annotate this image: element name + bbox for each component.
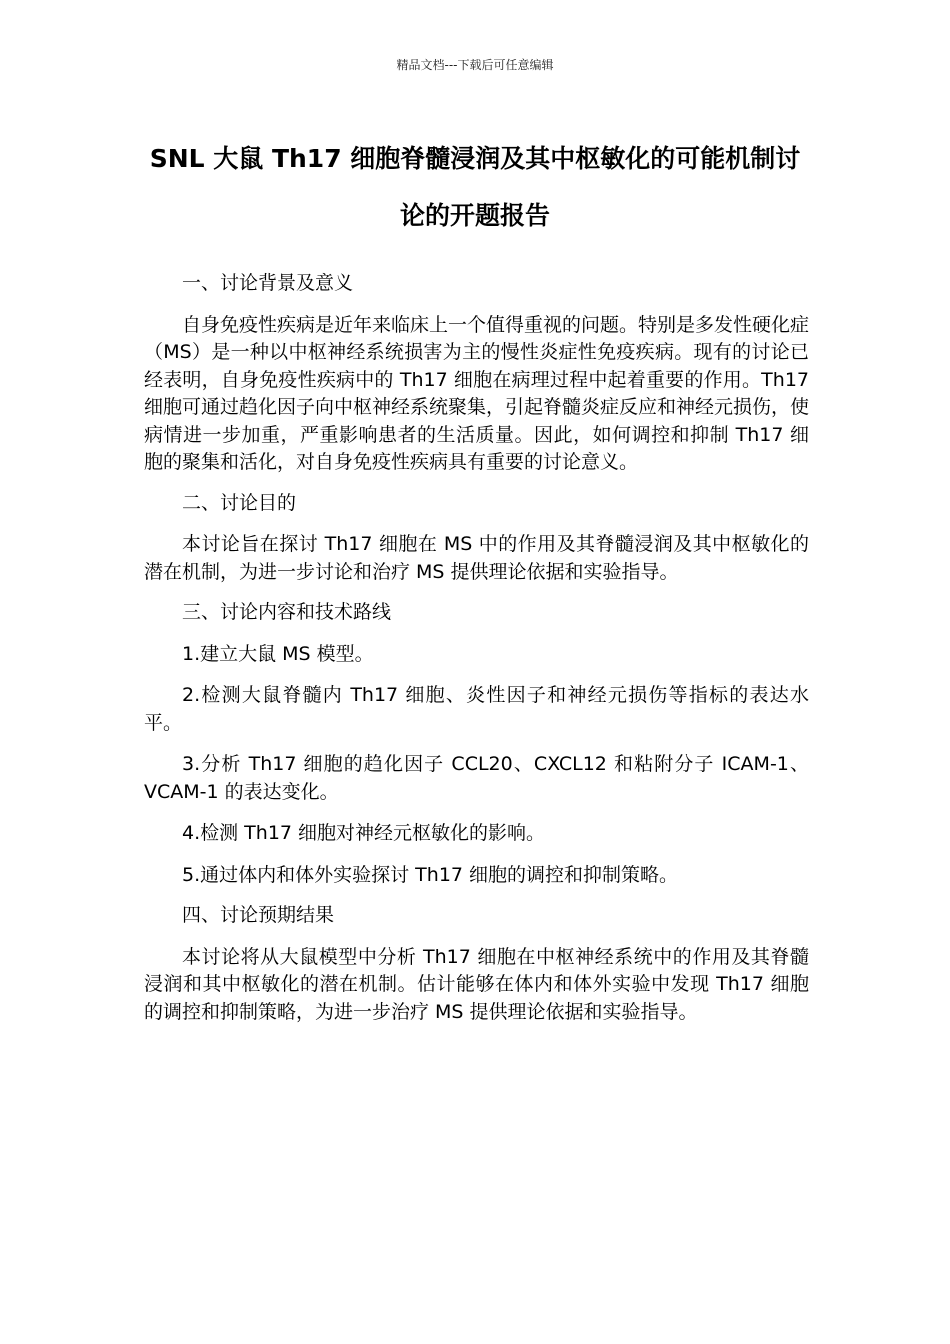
section-heading: 四、讨论预期结果 bbox=[182, 904, 335, 926]
section-heading: 三、讨论内容和技术路线 bbox=[182, 601, 392, 623]
list-item: 4.检测 Th17 细胞对神经元枢敏化的影响。 bbox=[182, 822, 546, 844]
section-heading: 二、讨论目的 bbox=[182, 491, 297, 514]
section-paragraph: 本讨论将从大鼠模型中分析 Th17 细胞在中枢神经系统中的作用及其脊髓浸润和其中枢敏化的潜在机制。估计能够在体内和体外实验中发现 Th17 细胞的调控和抑制策略，为进一步治疗 MS 提供理论依据和实验指导。 bbox=[144, 945, 809, 1023]
list-item: 2.检测大鼠脊髓内 Th17 细胞、炎性因子和神经元损伤等指标的表达水平。 bbox=[144, 684, 809, 734]
section-paragraph: 本讨论旨在探讨 Th17 细胞在 MS 中的作用及其脊髓浸润及其中枢敏化的潜在机制，为进一步讨论和治疗 MS 提供理论依据和实验指导。 bbox=[144, 533, 809, 583]
section-paragraph: 自身免疫性疾病是近年来临床上一个值得重视的问题。特别是多发性硬化症（MS）是一种以中枢神经系统损害为主的慢性炎症性免疫疾病。现有的讨论已经表明，自身免疫性疾病中的 Th17 细胞在病理过程中起着重要的作用。Th17 细胞可通过趋化因子向中枢神经系统聚集，引起脊髓炎症反应和神经元损伤，使病情进一步加重，严重影响患者的生活质量。因此，如何调控和抑制 Th17 细胞的聚集和活化，对自身免疫性疾病具有重要的讨论意义。 bbox=[144, 313, 810, 473]
section-heading: 一、讨论背景及意义 bbox=[182, 272, 354, 294]
document-title: SNL 大鼠 Th17 细胞脊髓浸润及其中枢敏化的可能机制讨论的开题报告 bbox=[149, 144, 801, 230]
header-note: 精品文档---下载后可任意编辑 bbox=[396, 58, 554, 72]
list-item: 5.通过体内和体外实验探讨 Th17 细胞的调控和抑制策略。 bbox=[182, 863, 679, 886]
document-body bbox=[144, 270, 809, 1026]
list-item: 1.建立大鼠 MS 模型。 bbox=[182, 642, 374, 665]
list-item: 3.分析 Th17 细胞的趋化因子 CCL20、CXCL12 和粘附分子 ICAM-1、VCAM-1 的表达变化。 bbox=[144, 753, 809, 803]
